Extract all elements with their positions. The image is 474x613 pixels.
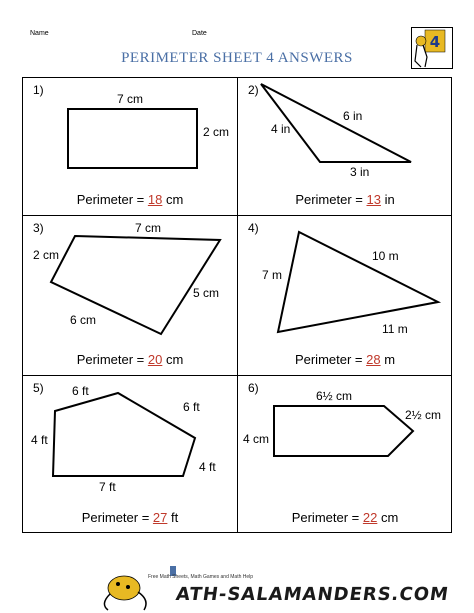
grade-logo (411, 27, 453, 69)
perimeter-line (238, 352, 452, 367)
footer-tagline: Free Math Sheets, Math Games and Math Help (148, 574, 254, 580)
perimeter-answer: 27 (152, 510, 168, 525)
problem-3 (23, 216, 237, 375)
side-label: 2½ cm (405, 408, 442, 422)
side-label: 7 ft (99, 480, 116, 494)
side-label: 7 m (262, 268, 283, 282)
problem-grid (22, 77, 452, 533)
problem-number: 2) (248, 83, 259, 97)
side-label: 4 ft (199, 460, 216, 474)
perimeter-label: Perimeter = (294, 352, 367, 367)
grade-number: 4 (429, 33, 441, 51)
perimeter-answer: 13 (366, 192, 381, 207)
perimeter-label: Perimeter = (295, 192, 367, 207)
side-label: 7 cm (117, 92, 144, 106)
perimeter-label: Perimeter = (291, 510, 363, 525)
perimeter-unit: cm (162, 352, 184, 367)
problem-number: 5) (33, 381, 44, 395)
perimeter-line (23, 192, 237, 207)
side-label: 2 cm (33, 248, 60, 262)
perimeter-line (23, 510, 237, 525)
side-label: 4 cm (243, 432, 270, 446)
pentagon-shape (23, 376, 237, 532)
perimeter-line (238, 510, 452, 525)
side-label: 2 cm (203, 125, 230, 139)
problem-number: 6) (248, 381, 259, 395)
problem-2 (238, 78, 452, 215)
page-title: PERIMETER SHEET 4 ANSWERS (121, 50, 353, 66)
side-label: 7 cm (135, 221, 162, 235)
side-label: 4 ft (31, 433, 48, 447)
side-label: 3 in (350, 165, 370, 179)
perimeter-unit: m (380, 352, 396, 367)
problem-6 (238, 376, 452, 532)
perimeter-unit: ft (167, 510, 179, 525)
side-label: 6 in (343, 109, 363, 123)
perimeter-answer: 20 (147, 352, 163, 367)
date-label: Date (192, 30, 207, 37)
problem-number: 1) (33, 83, 44, 97)
side-label: 6 ft (183, 400, 200, 414)
perimeter-unit: cm (377, 510, 399, 525)
perimeter-line (238, 192, 452, 207)
perimeter-label: Perimeter = (76, 352, 148, 367)
side-label: 6½ cm (316, 389, 353, 403)
side-label: 10 m (372, 249, 399, 263)
perimeter-label: Perimeter = (81, 510, 153, 525)
problem-5 (23, 376, 237, 532)
perimeter-answer: 18 (147, 192, 163, 207)
side-label: 4 in (271, 122, 291, 136)
problem-number: 4) (248, 221, 259, 235)
perimeter-unit: cm (162, 192, 184, 207)
problem-1 (23, 78, 237, 215)
name-label: Name (30, 30, 49, 37)
perimeter-answer: 28 (366, 352, 381, 367)
perimeter-label: Perimeter = (76, 192, 148, 207)
side-label: 11 m (382, 322, 408, 336)
side-label: 5 cm (193, 286, 220, 300)
side-label: 6 cm (70, 313, 97, 327)
perimeter-unit: in (380, 192, 395, 207)
perimeter-line (23, 352, 237, 367)
problem-number: 3) (33, 221, 44, 235)
side-label: 6 ft (72, 384, 89, 398)
problem-4 (238, 216, 452, 375)
footer-brand: ATH-SALAMANDERS.COM (174, 584, 451, 605)
perimeter-answer: 22 (362, 510, 378, 525)
